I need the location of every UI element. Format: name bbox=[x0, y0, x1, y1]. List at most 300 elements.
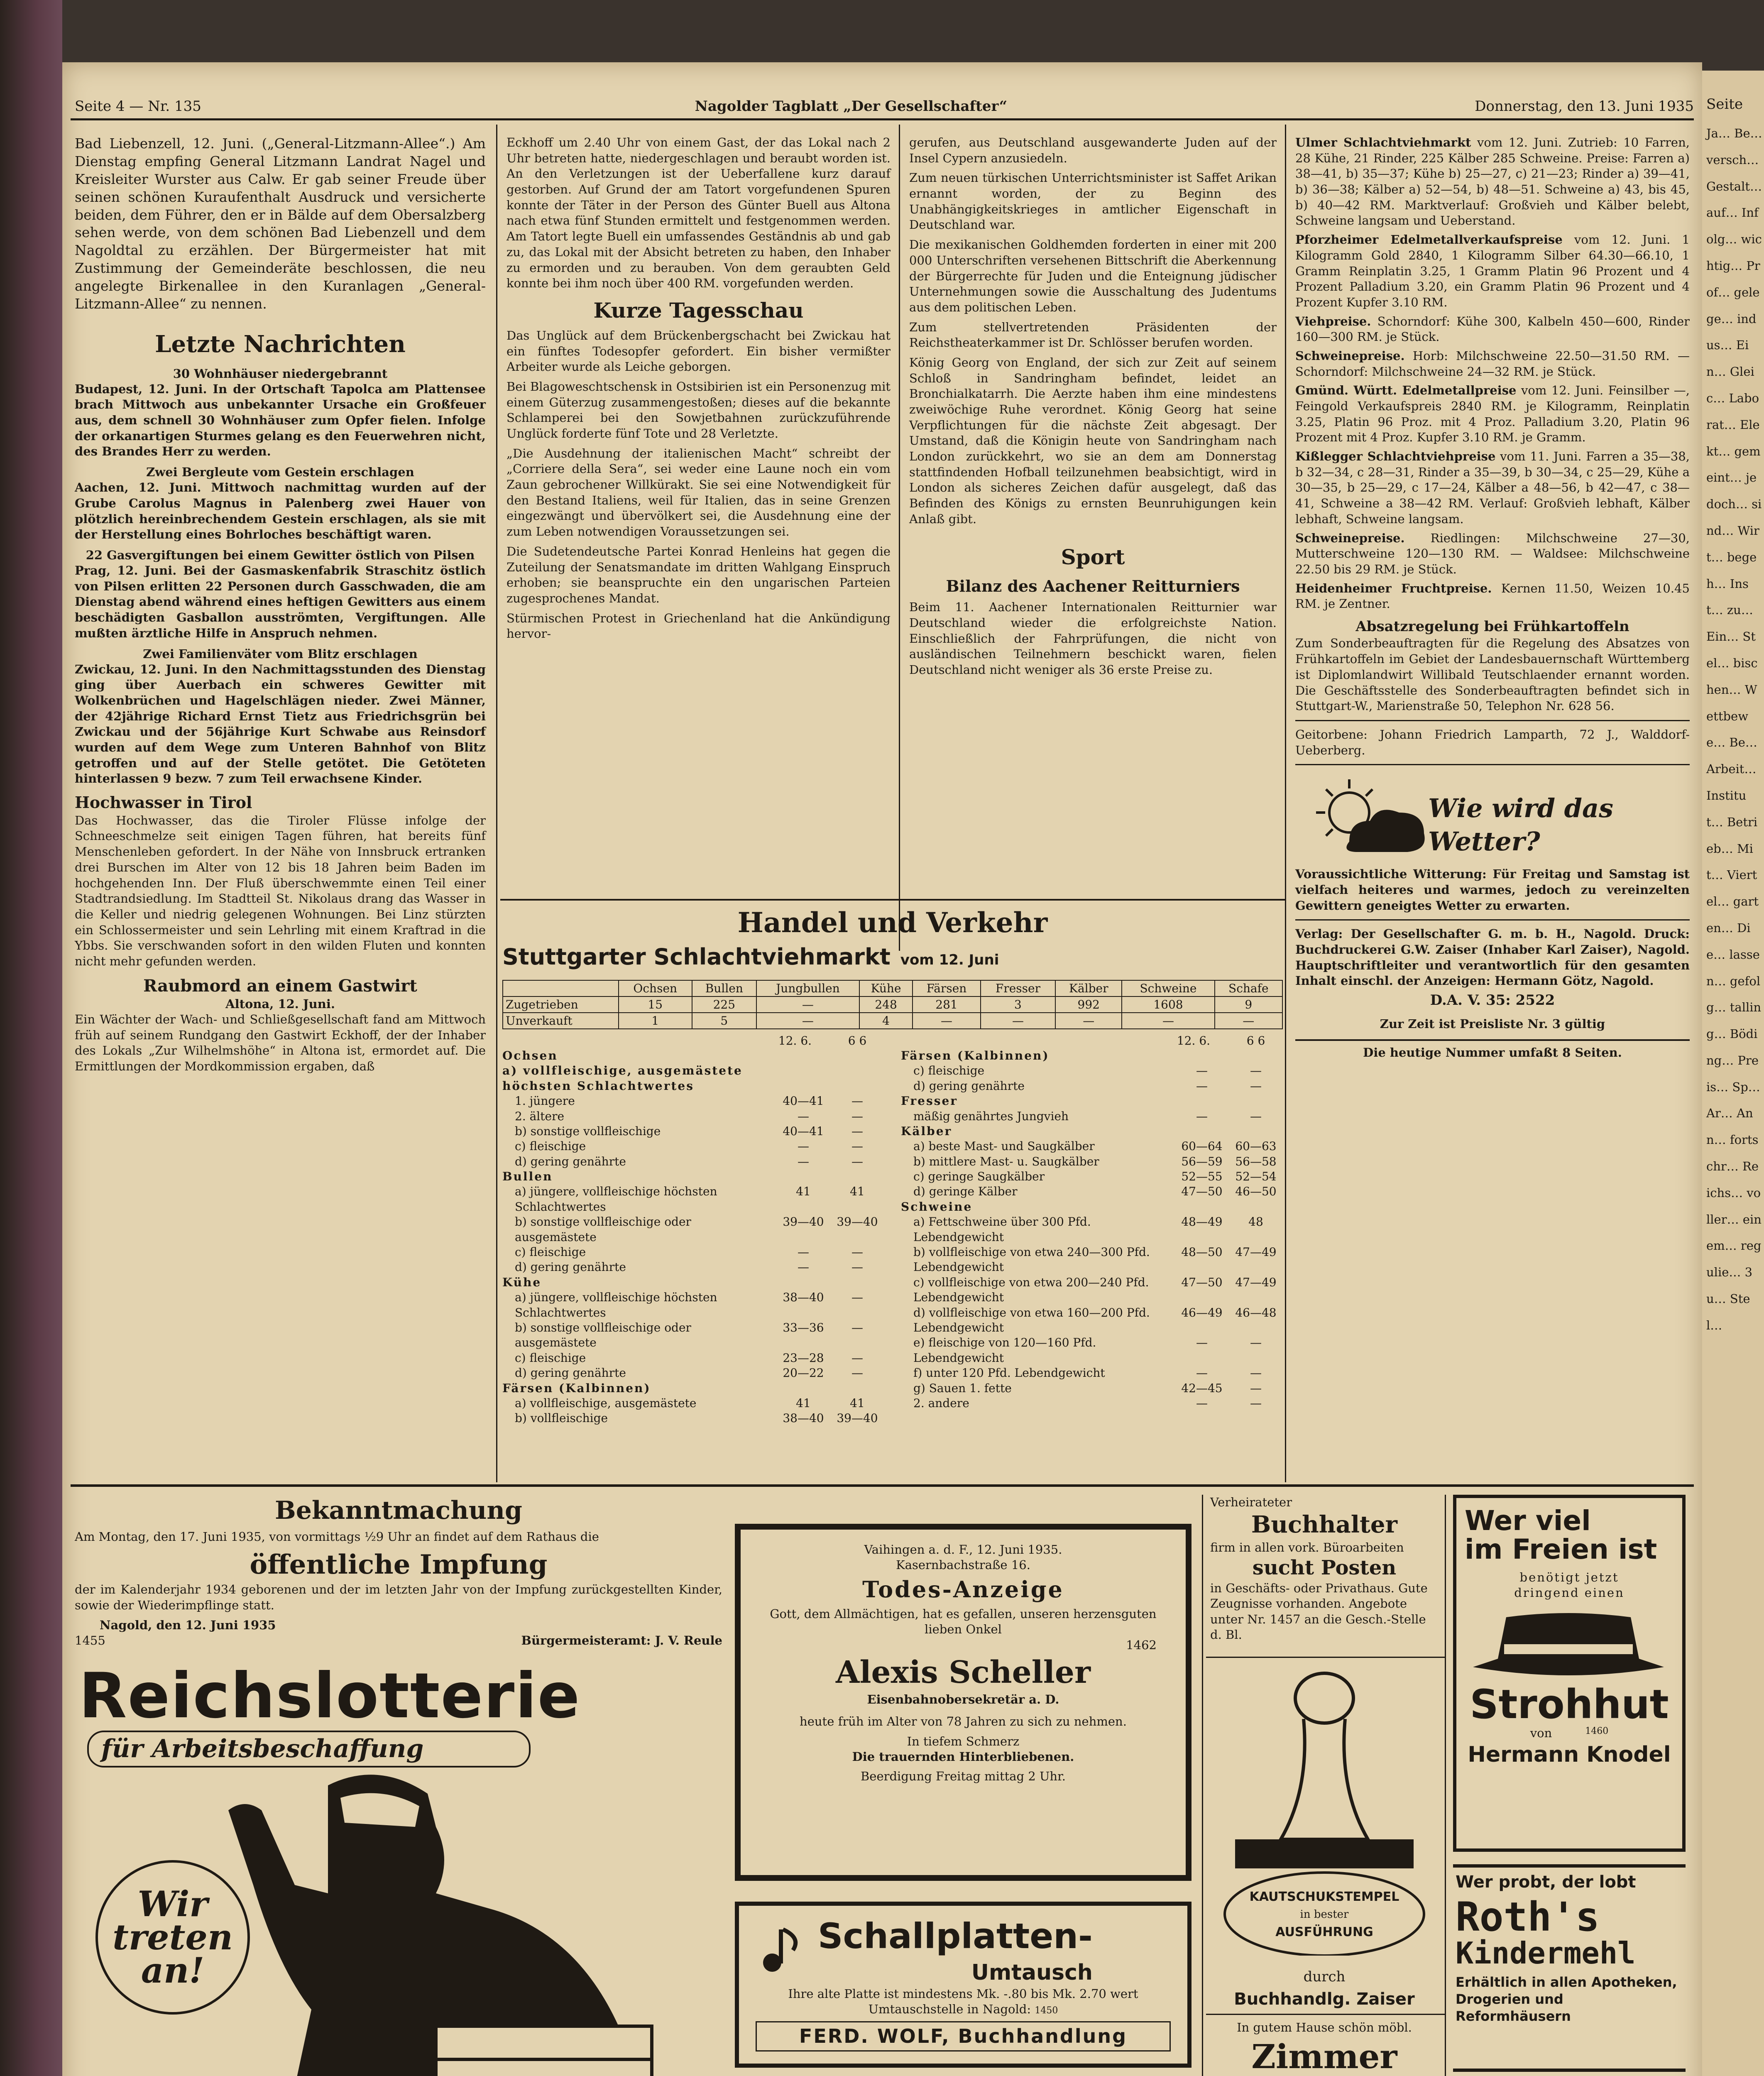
supply-column-header: Bullen bbox=[692, 980, 756, 996]
sport-headline: Bilanz des Aachener Reitturniers bbox=[946, 576, 1240, 595]
roth-title: Kindermehl bbox=[1456, 1936, 1636, 1971]
section-title-sport: Sport bbox=[1061, 544, 1125, 569]
article-liebenzell: Bad Liebenzell, 12. Juni. („General-Litzmann-Allee“.) Am Dienstag empfing General Litzmann Landrat Nagel und Kreisleiter Wurster aus Calw. Er gab seiner Freude über seinen schönen Kuraufenthalt Ausdruck und versicherte beiden, dem Führer, den er in Bälde auf dem Obersalzberg sehen werde, von dem schönen Bad Liebenzell und dem Nagoldtal zu erzählen. Der Bürgermeister hat mit Zustimmung der Gemeinderäte beschlossen, die neu angelegte Birkenallee in den Kuranlagen „General-Litzmann-Allee“ zu nennen. bbox=[75, 135, 486, 312]
price-date-current: 12. 6. bbox=[778, 1033, 812, 1048]
ad-schallplatten bbox=[735, 1902, 1191, 2068]
death-name: Alexis Scheller bbox=[836, 1654, 1091, 1690]
supply-cell: 9 bbox=[1215, 996, 1282, 1013]
market-report-title: Absatzregelung bei Frühkartoffeln bbox=[1355, 618, 1629, 635]
brief-item: Die mexikanischen Goldhemden forderten in einer mit 200 000 Unterschriften versehenen Bittschrift die Aberkennung der Bürgerrechte für Juden und die Enteignung jüdischer Unternehmungen sowie die Ausschaltung des Judentums aus dem politischen Leben. bbox=[909, 237, 1277, 314]
impf-sign: Bürgermeisteramt: J. V. Reule bbox=[521, 1633, 722, 1648]
supply-row-label: Unverkauft bbox=[503, 1013, 619, 1029]
market-report bbox=[1295, 348, 1690, 379]
price-label: Bullen bbox=[502, 1170, 553, 1184]
adjacent-page-strip bbox=[1702, 71, 1764, 2076]
price-current: 42—45 bbox=[1181, 1381, 1223, 1395]
price-label: b) sonstige vollfleischige bbox=[515, 1124, 661, 1138]
adjacent-page-header: Seite bbox=[1706, 96, 1743, 113]
price-current bbox=[1175, 1124, 1229, 1139]
death-num: 1462 bbox=[1126, 1638, 1157, 1652]
price-row bbox=[502, 1109, 884, 1124]
supply-cell: 248 bbox=[859, 996, 913, 1013]
price-previous: — bbox=[851, 1290, 863, 1305]
ads-column-rule bbox=[1202, 1495, 1203, 2076]
price-label: b) sonstige vollfleischige oder ausgemästete bbox=[515, 1321, 691, 1350]
price-previous: — bbox=[851, 1109, 863, 1123]
book-binding bbox=[0, 0, 62, 2076]
market-report-title: Kißlegger Schlachtviehpreise bbox=[1295, 449, 1496, 464]
ads-rule bbox=[71, 1484, 1694, 1487]
price-previous: — bbox=[851, 1245, 863, 1259]
section-rule bbox=[500, 899, 1285, 901]
price-row bbox=[901, 1214, 1283, 1245]
supply-column-header bbox=[503, 980, 619, 996]
price-row bbox=[502, 1214, 884, 1245]
imprint: Verlag: Der Gesellschafter G. m. b. H., Nagold. Druck: Buchdruckerei G.W. Zaiser (Inhaber Karl Zaiser), Nagold. Hauptschriftleiter und verantwortlich für den gesamten Inhalt einschl. der Anzeigen: Hermann Götz, Nagold. bbox=[1295, 927, 1690, 988]
price-label: a) beste Mast- und Saugkälber bbox=[913, 1139, 1095, 1153]
market-report-text: vom 12. Juni. Zutrieb: 10 Farren, 28 Kühe, 21 Rinder, 225 Kälber 285 Schweine. Preise: Farren a) 38—41, b) 35—37; Kühe b) 25—27, c) 21—23; Rinder a) 39—41, b) 36—38; Kälber a) 52—54, b) 48—51. Schweine a) 43, bis 45, b) 40—42 RM. Marktverlauf: Großvieh und Kälber belebt, Schweine langsam und Ueberstand. bbox=[1295, 135, 1690, 228]
death-text: Gott, dem Allmächtigen, hat es gefallen, unseren herzensguten lieben Onkel bbox=[770, 1607, 1157, 1637]
masthead: Nagolder Tagblatt „Der Gesellschafter“ bbox=[695, 98, 1008, 115]
supply-column-header: Kälber bbox=[1055, 980, 1122, 996]
supply-cell: 3 bbox=[981, 996, 1055, 1013]
price-current: 60—64 bbox=[1181, 1139, 1223, 1153]
price-current: — bbox=[1196, 1079, 1208, 1093]
market-report-title: Gmünd. Württ. Edelmetallpreise bbox=[1295, 383, 1517, 398]
buch-head: sucht Posten bbox=[1252, 1556, 1397, 1579]
platten-sub: Umtausch bbox=[971, 1960, 1093, 1985]
price-label: a) jüngere, vollfleischige höchsten Schlachtwertes bbox=[515, 1290, 717, 1320]
market-report-title: Ulmer Schlachtviehmarkt bbox=[1295, 135, 1471, 149]
price-row bbox=[502, 1366, 884, 1381]
platten-text bbox=[756, 2002, 1171, 2017]
price-row bbox=[901, 1048, 1283, 1063]
price-label: Fresser bbox=[901, 1094, 958, 1108]
supply-cell: 281 bbox=[913, 996, 980, 1013]
price-previous: — bbox=[851, 1321, 863, 1334]
price-row bbox=[901, 1245, 1283, 1275]
impf-text: der im Kalenderjahr 1934 geborenen und der im letzten Jahr von der Impfung zurückgestellten Kinder, sowie der Wiederimpflinge statt. bbox=[75, 1582, 722, 1613]
price-row bbox=[502, 1290, 884, 1320]
price-label: 2. ältere bbox=[515, 1109, 565, 1123]
price-current bbox=[776, 1275, 830, 1290]
price-row bbox=[502, 1351, 884, 1366]
price-label: c) geringe Saugkälber bbox=[913, 1170, 1045, 1184]
lotto-sub: für Arbeitsbeschaffung bbox=[101, 1734, 424, 1763]
price-row bbox=[502, 1063, 884, 1094]
market-report-title: Schweinepreise. bbox=[1295, 348, 1405, 363]
column-4 bbox=[1295, 135, 1690, 1060]
price-row bbox=[502, 1381, 884, 1396]
price-label: d) gering genährte bbox=[515, 1366, 626, 1380]
price-current: 38—40 bbox=[783, 1411, 824, 1425]
price-label: Kälber bbox=[901, 1124, 952, 1138]
price-current: 38—40 bbox=[783, 1290, 824, 1305]
supply-cell: — bbox=[1215, 1013, 1282, 1029]
supply-cell: 4 bbox=[859, 1013, 913, 1029]
price-current: 40—41 bbox=[783, 1124, 824, 1138]
ad-kindermehl bbox=[1453, 1864, 1686, 2072]
market-report-title: Heidenheimer Fruchtpreise. bbox=[1295, 581, 1492, 595]
price-current: 20—22 bbox=[783, 1366, 824, 1380]
price-current bbox=[776, 1169, 830, 1184]
price-current: — bbox=[798, 1245, 809, 1259]
price-current: 40—41 bbox=[783, 1094, 824, 1108]
price-row bbox=[901, 1154, 1283, 1169]
death-job: Eisenbahnobersekretär a. D. bbox=[867, 1692, 1059, 1707]
price-current: 23—28 bbox=[783, 1351, 824, 1365]
issue-date: Donnerstag, den 13. Juni 1935 bbox=[1475, 98, 1694, 115]
price-current bbox=[776, 1063, 830, 1094]
market-prices-left bbox=[502, 1033, 884, 1426]
lotto-title: Reichslotterie bbox=[79, 1660, 581, 1732]
price-label: b) vollfleischige von etwa 240—300 Pfd. Lebendgewicht bbox=[913, 1245, 1150, 1274]
price-row bbox=[901, 1079, 1283, 1094]
ad-zimmer bbox=[1210, 2020, 1439, 2076]
price-row bbox=[502, 1048, 884, 1063]
supply-column-header: Schafe bbox=[1215, 980, 1282, 996]
page-count: Die heutige Nummer umfaßt 8 Seiten. bbox=[1363, 1045, 1622, 1060]
hut-text: Wer viel bbox=[1465, 1505, 1591, 1537]
supply-cell: — bbox=[756, 1013, 859, 1029]
price-row bbox=[901, 1184, 1283, 1199]
price-previous: — bbox=[851, 1351, 863, 1365]
stempel-label: KAUTSCHUKSTEMPEL bbox=[1249, 1890, 1399, 1904]
brief-item: König Georg von England, der sich zur Zeit auf seinem Schloß in Sandringham befindet, leidet an Bronchialkatarrh. Die Aerzte haben ihm eine mindestens zweiwöchige Ruhe verordnet. König Georg hat seine Verpflichtungen für die nächste Zeit abgesagt. Der Umstand, daß die Königin heute von Sandringham nach London zurückkehrt, wo sie an dem am Donnerstag stattfindenden Hofball teilzunehmen beabsichtigt, wird in London als sicheres Zeichen dafür ausgelegt, daß das Befinden des Königs zu ernsten Beunruhigungen kein Anlaß gibt. bbox=[909, 355, 1277, 526]
price-current bbox=[776, 1048, 830, 1063]
price-previous: 47—49 bbox=[1235, 1275, 1277, 1289]
price-label: Färsen (Kalbinnen) bbox=[901, 1048, 1050, 1062]
price-label: Kühe bbox=[502, 1275, 542, 1289]
zimmer-title: Zimmer bbox=[1251, 2037, 1397, 2076]
ads-column-rule bbox=[1445, 1495, 1446, 2076]
market-report-text: vom 12. Juni. 1 Kilogramm Gold 2840, 1 Kilogramm Silber 64.30—66.10, 1 Gramm Reinplatin 3.25, 1 Gramm Platin 96 Prozent und 4 Prozent Palladium 3.20, ein Gramm Platin 96 Prozent und 4 Prozent Kupfer 3.10 RM. bbox=[1295, 233, 1690, 309]
price-previous: 56—58 bbox=[1235, 1154, 1277, 1168]
price-current bbox=[1175, 1094, 1229, 1109]
news-headline: 30 Wohnhäuser niedergebrannt bbox=[173, 366, 388, 381]
price-label: a) vollfleischige, ausgemästete bbox=[515, 1396, 697, 1410]
hut-text: im Freien ist bbox=[1465, 1533, 1657, 1566]
supply-column-header: Färsen bbox=[913, 980, 980, 996]
market-report bbox=[1295, 232, 1690, 310]
price-row bbox=[901, 1094, 1283, 1109]
buch-text: Verheirateter bbox=[1210, 1495, 1292, 1509]
news-dateline: Altona, 12. Juni. bbox=[225, 996, 335, 1011]
divider bbox=[1206, 1657, 1445, 1658]
price-previous bbox=[830, 1275, 884, 1290]
death-place: Vaihingen a. d. F., 12. Juni 1935. bbox=[864, 1542, 1062, 1557]
brief-item: „Die Ausdehnung der italienischen Macht“ schreibt der „Corriere della Sera“, sei weder eine Laune noch ein vom Zaun gebrochener Willkürakt. Sie sei eine Notwendigkeit für den Bestand Italiens, weil für Italien, das in seine Grenzen eingezwängt und übervölkert sei, die Ausdehnung eine der zum Leben notwendigen Voraussetzungen sei. bbox=[506, 446, 891, 539]
divider bbox=[1295, 764, 1690, 765]
price-current: — bbox=[1196, 1064, 1208, 1078]
price-previous bbox=[1229, 1048, 1283, 1063]
straw-hat-icon bbox=[1465, 1605, 1672, 1679]
market-report bbox=[1295, 314, 1690, 345]
roth-text: Wer probt, der lobt bbox=[1456, 1873, 1636, 1892]
price-previous bbox=[830, 1381, 884, 1396]
price-label: 2. andere bbox=[913, 1396, 969, 1410]
hut-text: dringend einen bbox=[1514, 1585, 1625, 1600]
price-label: a) Fettschweine über 300 Pfd. Lebendgewicht bbox=[913, 1215, 1091, 1244]
lotto-slogan: treten bbox=[113, 1917, 233, 1958]
divider bbox=[1295, 919, 1690, 920]
section-title-handel: Handel und Verkehr bbox=[737, 906, 1048, 939]
price-current: — bbox=[1196, 1336, 1208, 1350]
supply-cell: 225 bbox=[692, 996, 756, 1013]
price-row bbox=[502, 1124, 884, 1139]
news-headline: Hochwasser in Tirol bbox=[75, 793, 252, 812]
roth-title: Roth's bbox=[1456, 1894, 1600, 1941]
price-current bbox=[1175, 1048, 1229, 1063]
price-row bbox=[901, 1381, 1283, 1396]
price-row bbox=[901, 1396, 1283, 1411]
price-previous: — bbox=[851, 1154, 863, 1168]
supply-cell: — bbox=[1055, 1013, 1122, 1029]
ad-reichslotterie bbox=[79, 1660, 714, 2076]
column-rule bbox=[496, 125, 497, 1482]
price-previous: — bbox=[851, 1260, 863, 1274]
news-text: Ein Wächter der Wach- und Schließgesellschaft fand am Mittwoch früh auf seinem Rundgang den Gastwirt Eckhoff, der der Inhaber des Lokals „Zur Wilhelmshöhe“ in Altona ist, ermordet auf. Die Ermittlungen der Mordkommission ergaben, daß bbox=[75, 1012, 486, 1073]
price-previous bbox=[1229, 1094, 1283, 1109]
price-previous: 39—40 bbox=[837, 1215, 878, 1229]
price-previous: 52—54 bbox=[1235, 1170, 1277, 1184]
market-supply-table bbox=[502, 980, 1283, 1029]
column-rule bbox=[899, 125, 900, 951]
price-row bbox=[901, 1169, 1283, 1184]
price-current: 48—49 bbox=[1181, 1215, 1223, 1229]
buch-title: Buchhalter bbox=[1251, 1511, 1398, 1539]
price-previous: 60—63 bbox=[1235, 1139, 1277, 1153]
price-previous: 41 bbox=[850, 1185, 865, 1199]
price-current: — bbox=[1196, 1366, 1208, 1380]
music-note-icon bbox=[756, 1925, 805, 1975]
market-report-text: Kernen 11.50, Weizen 10.45 RM. je Zentner. bbox=[1295, 581, 1690, 611]
price-current bbox=[1175, 1200, 1229, 1214]
price-row bbox=[502, 1184, 884, 1214]
market-report-text: vom 11. Juni. Farren a 35—38, b 32—34, c 28—31, Rinder a 35—39, b 30—34, c 25—29, Kühe a 30—35, b 25—29, c 17—24, Kälber a 48—56, b 42—47, c 38—41, Schweine a 38—42 RM. Verlauf: Großvieh lebhaft, Kälber lebhaft, Schweine langsam. bbox=[1295, 449, 1690, 526]
market-report bbox=[1295, 383, 1690, 446]
market-report-title: Pforzheimer Edelmetallverkaufspreise bbox=[1295, 233, 1563, 247]
column-2 bbox=[506, 135, 891, 642]
platten-num: 1450 bbox=[1035, 2005, 1058, 2016]
hut-von: von bbox=[1530, 1726, 1552, 1740]
price-previous bbox=[1229, 1200, 1283, 1214]
news-text: Aachen, 12. Juni. Mittwoch nachmittag wurden auf der Grube Carolus Magnus in Palenberg zwei Hauer von plötzlich hereinbrechendem Gestein erschlagen, als sie mit der Herstellung eines Bohrloches beschäftigt waren. bbox=[75, 480, 486, 542]
market-title-row bbox=[502, 943, 1283, 971]
price-label: c) fleischige bbox=[913, 1064, 985, 1078]
stempel-name: Buchhandlg. Zaiser bbox=[1234, 1990, 1415, 2009]
price-previous bbox=[830, 1048, 884, 1063]
hut-name: Hermann Knodel bbox=[1468, 1742, 1671, 1767]
adjacent-page-text: Ja… Be… versch… Gestalt… auf… Infolg… wichtig… Prof… gelege… indus… Ein… Gleic… Laborat… Elekt… gemeint… jedoch… sind… Wirt… begeh… Inst… zu… Ein… Stel… bischen… Wettbewe… Be… Arbeit… Institut… Betrieb… Mit… Viertel… garten… Die… lassen… gefolg… talling… Böding… Preis… Sp… Ar… Ann… fortschr… Reichs… voller… einem… regulie… 3u… Stel… bbox=[1706, 126, 1762, 1332]
price-label: c) fleischige bbox=[515, 1245, 586, 1259]
price-current: — bbox=[1196, 1109, 1208, 1123]
price-current: 39—40 bbox=[783, 1215, 824, 1229]
supply-cell: 5 bbox=[692, 1013, 756, 1029]
ad-buchhalter bbox=[1210, 1495, 1439, 1643]
ad-todesanzeige bbox=[735, 1524, 1191, 1881]
price-row bbox=[502, 1169, 884, 1184]
platten-text: Ihre alte Platte ist mindestens Mk. -.80 bis Mk. 2.70 wert bbox=[788, 1987, 1138, 2001]
hut-num: 1460 bbox=[1585, 1726, 1609, 1736]
worker-illustration bbox=[203, 1760, 702, 2076]
price-row bbox=[901, 1275, 1283, 1305]
brief-item: Zum stellvertretenden Präsidenten der Reichstheaterkammer ist Dr. Schlösser berufen worden. bbox=[909, 320, 1277, 350]
price-previous: — bbox=[851, 1094, 863, 1108]
price-row bbox=[901, 1124, 1283, 1139]
death-addr: Kasernbachstraße 16. bbox=[896, 1558, 1030, 1572]
price-label: d) gering genährte bbox=[913, 1079, 1025, 1093]
brief-item: Stürmischen Protest in Griechenland hat die Ankündigung hervor- bbox=[506, 611, 891, 641]
price-previous: 46—50 bbox=[1235, 1185, 1277, 1199]
market-section bbox=[502, 905, 1283, 1426]
price-current: — bbox=[798, 1154, 809, 1168]
price-row bbox=[502, 1396, 884, 1411]
death-title: Todes-Anzeige bbox=[862, 1576, 1064, 1603]
price-label: f) unter 120 Pfd. Lebendgewicht bbox=[913, 1366, 1105, 1380]
impf-head: öffentliche Impfung bbox=[250, 1549, 548, 1581]
price-label: mäßig genährtes Jungvieh bbox=[913, 1109, 1069, 1123]
price-label: d) gering genährte bbox=[515, 1260, 626, 1274]
price-date-current: 12. 6. bbox=[1177, 1033, 1211, 1048]
price-previous bbox=[830, 1063, 884, 1094]
price-current bbox=[776, 1381, 830, 1396]
news-headline: 22 Gasvergiftungen bei einem Gewitter östlich von Pilsen bbox=[86, 548, 475, 562]
death-text: Beerdigung Freitag mittag 2 Uhr. bbox=[860, 1769, 1066, 1783]
market-prices bbox=[502, 1033, 1283, 1426]
lotto-badge bbox=[95, 1860, 250, 2015]
platten-name: FERD. WOLF, Buchhandlung bbox=[799, 2025, 1128, 2048]
supply-table-header bbox=[503, 980, 1282, 996]
divider bbox=[1295, 1039, 1690, 1041]
price-row bbox=[502, 1260, 884, 1275]
price-previous: — bbox=[851, 1366, 863, 1380]
column-1 bbox=[75, 135, 486, 1075]
price-current: 46—49 bbox=[1181, 1305, 1223, 1320]
market-report-text: Horb: Milchschweine 22.50—31.50 RM. — Schorndorf: Milchschweine 24—32 RM. je Stück. bbox=[1295, 348, 1690, 379]
price-label: g) Sauen 1. fette bbox=[913, 1381, 1012, 1395]
impf-title: Bekanntmachung bbox=[274, 1496, 522, 1525]
weather-box bbox=[1295, 771, 1690, 867]
supply-column-header: Fresser bbox=[981, 980, 1055, 996]
price-previous bbox=[1229, 1124, 1283, 1139]
news-text: Das Hochwasser, das die Tiroler Flüsse infolge der Schneeschmelze seit einigen Tagen führen, hat bereits fünf Menschenleben gefordert. In der Nähe von Innsbruck ertranken drei Burschen im Alter von 12 bis 18 Jahren beim Baden im hochgehenden Inn. Der Fluß überschwemmte einen Teil einer Stadtrandsiedlung. Im Stadtteil St. Nikolaus drang das Wasser in die Keller und niedrig gelegenen Wohnungen. Bei Linz stürzten ein Schlossermeister und sein Lehrling mit einem Kraftrad in die Ybbs. Sie verschwanden sofort in den wilden Fluten und konnten nicht mehr gefunden werden. bbox=[75, 813, 486, 968]
market-report-title: Schweinepreise. bbox=[1295, 531, 1405, 545]
death-text: Die trauernden Hinterbliebenen. bbox=[852, 1749, 1074, 1764]
hut-title: Strohhut bbox=[1470, 1681, 1669, 1728]
supply-cell: 1 bbox=[619, 1013, 692, 1029]
price-previous: — bbox=[1250, 1064, 1262, 1078]
price-label: Färsen (Kalbinnen) bbox=[502, 1381, 651, 1395]
platten-name-box bbox=[756, 2021, 1171, 2052]
brief-item: Die Sudetendeutsche Partei Konrad Henleins hat gegen die Zuteilung der Senatsmandate im dritten Wahlgang Einspruch erhoben; sie beanspruchte ein den ungarischen Parteien zugesprochenes Mandat. bbox=[506, 544, 891, 605]
price-previous: — bbox=[851, 1124, 863, 1138]
price-previous bbox=[830, 1169, 884, 1184]
market-report bbox=[1295, 531, 1690, 578]
price-label: d) vollfleischige von etwa 160—200 Pfd. Lebendgewicht bbox=[913, 1305, 1150, 1334]
price-label: b) mittlere Mast- u. Saugkälber bbox=[913, 1154, 1099, 1168]
market-report bbox=[1295, 135, 1690, 229]
price-previous: 46—48 bbox=[1235, 1305, 1277, 1320]
price-label: c) fleischige bbox=[515, 1351, 586, 1365]
price-current: — bbox=[798, 1139, 809, 1153]
platten-text-line: Umtauschstelle in Nagold: bbox=[868, 2002, 1031, 2017]
section-title-news: Letzte Nachrichten bbox=[155, 330, 406, 358]
price-current: 41 bbox=[796, 1396, 811, 1410]
price-current: — bbox=[798, 1109, 809, 1123]
price-current: 56—59 bbox=[1181, 1154, 1223, 1168]
divider bbox=[1295, 720, 1690, 721]
price-row bbox=[901, 1335, 1283, 1366]
stempel-label2: AUSFÜHRUNG bbox=[1275, 1925, 1373, 1939]
price-row bbox=[502, 1411, 884, 1426]
news-headline: Raubmord an einem Gastwirt bbox=[143, 976, 417, 996]
market-report-text: vom 12. Juni. Feinsilber —, Feingold Verkaufspreis 2840 RM. je Kilogramm, Reinplatin 3.25, Platin 96 Proz. mit 4 Proz. Palladium 3.20, Platin 96 Prozent mit 4 Proz. Kupfer 3.10 RM. je Gramm. bbox=[1295, 383, 1690, 445]
price-previous: — bbox=[1250, 1079, 1262, 1093]
price-previous: — bbox=[851, 1139, 863, 1153]
price-previous: — bbox=[1250, 1396, 1262, 1410]
supply-cell: — bbox=[1122, 1013, 1214, 1029]
news-headline: Zwei Familienväter vom Blitz erschlagen bbox=[143, 646, 418, 661]
supply-cell: 992 bbox=[1055, 996, 1122, 1013]
column-rule bbox=[1285, 125, 1286, 1482]
price-row bbox=[502, 1094, 884, 1109]
impf-sign-row bbox=[75, 1633, 722, 1648]
price-label: e) fleischige von 120—160 Pfd. Lebendgewicht bbox=[913, 1336, 1096, 1365]
buch-text: firm in allen vork. Büroarbeiten bbox=[1210, 1540, 1404, 1555]
death-text: In tiefem Schmerz bbox=[907, 1734, 1020, 1748]
price-label: 1. jüngere bbox=[515, 1094, 575, 1108]
price-label: c) vollfleischige von etwa 200—240 Pfd. Lebendgewicht bbox=[913, 1275, 1149, 1305]
supply-cell: 1608 bbox=[1122, 996, 1214, 1013]
lotto-slogan: Wir bbox=[137, 1883, 208, 1925]
price-row bbox=[502, 1245, 884, 1260]
supply-column-header: Schweine bbox=[1122, 980, 1214, 996]
supply-column-header: Jungbullen bbox=[756, 980, 859, 996]
price-row bbox=[502, 1154, 884, 1169]
newspaper-page bbox=[62, 62, 1702, 2076]
price-row bbox=[502, 1139, 884, 1154]
supply-row bbox=[503, 1013, 1282, 1029]
supply-cell: — bbox=[981, 1013, 1055, 1029]
news-headline: Zwei Bergleute vom Gestein erschlagen bbox=[146, 465, 414, 480]
price-previous: 39—40 bbox=[837, 1411, 878, 1425]
price-label: Schweine bbox=[901, 1200, 973, 1214]
price-row bbox=[901, 1200, 1283, 1214]
death-text: heute früh im Alter von 78 Jahren zu sich zu nehmen. bbox=[800, 1714, 1127, 1729]
article-continuation: gerufen, aus Deutschland ausgewanderte Juden auf der Insel Cypern anzusiedeln. bbox=[909, 135, 1277, 165]
death-notice: Geitorbene: Johann Friedrich Lamparth, 72 J., Walddorf-Ueberberg. bbox=[1295, 727, 1690, 757]
supply-column-header: Ochsen bbox=[619, 980, 692, 996]
price-previous: — bbox=[1250, 1366, 1262, 1380]
price-previous: — bbox=[1250, 1109, 1262, 1123]
sport-text: Beim 11. Aachener Internationalen Reitturnier war Deutschland wieder die erfolgreichste Nation. Einschließlich der Fahrprüfungen, die nicht von ausländischen Teilnehmern beschickt waren, fielen Deutschland nicht weniger als 36 erste Preise zu. bbox=[909, 600, 1277, 677]
market-report-text: Riedlingen: Milchschweine 27—30, Mutterschweine 120—130 RM. — Waldsee: Milchschweine 22.50 bis 29 RM. je Stück. bbox=[1295, 531, 1690, 576]
market-report-title: Viehpreise. bbox=[1295, 314, 1371, 328]
stempel-sub: in bester bbox=[1300, 1908, 1349, 1921]
news-text: Zwickau, 12. Juni. In den Nachmittagsstunden des Dienstag ging über Auerbach ein schweres Gewitter mit Wolkenbrüchen und Hagelschlägen nieder. Zwei Männer, der 42jährige Richard Ernst Tietz aus Friedrichsgrün bei Zwickau und der 56jährige Kurt Schwabe aus Reinsdorf wurden auf dem Wege zum Unteren Bahnhof von Blitz getroffen und auf der Stelle getötet. Die Getöteten hinterlassen 9 bezw. 7 zum Teil erwachsene Kinder. bbox=[75, 662, 486, 786]
price-previous: 48 bbox=[1248, 1215, 1263, 1229]
price-row bbox=[901, 1366, 1283, 1381]
supply-cell: 15 bbox=[619, 996, 692, 1013]
lotto-slogan: an! bbox=[141, 1949, 205, 1991]
market-title: Stuttgarter Schlachtviehmarkt bbox=[502, 944, 891, 970]
zimmer-text: In gutem Hause schön möbl. bbox=[1237, 2020, 1412, 2034]
supply-row-label: Zugetrieben bbox=[503, 996, 619, 1013]
supply-cell: — bbox=[756, 996, 859, 1013]
header-rule bbox=[71, 118, 1694, 120]
price-row bbox=[502, 1275, 884, 1290]
